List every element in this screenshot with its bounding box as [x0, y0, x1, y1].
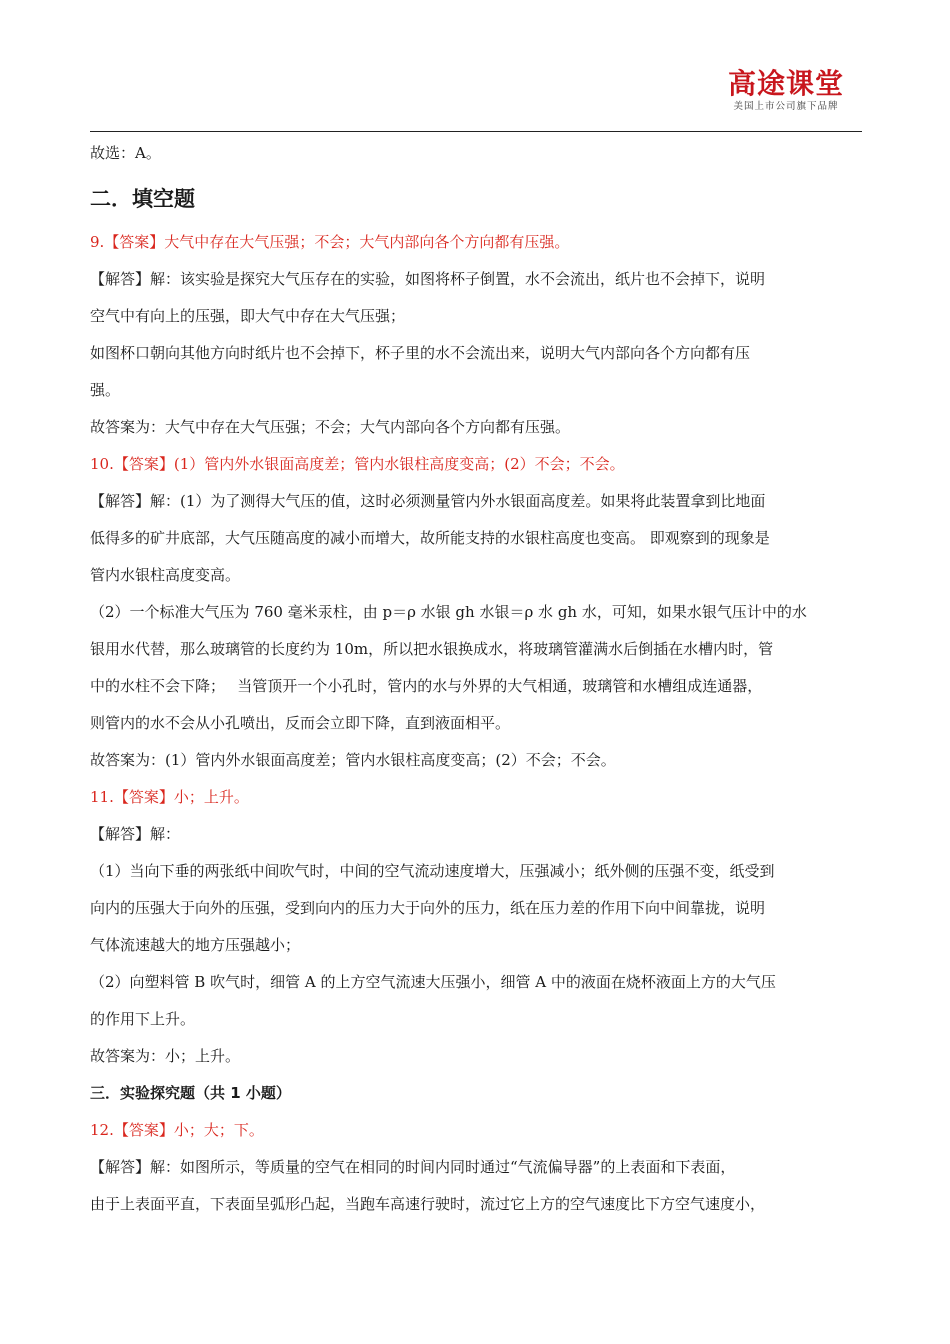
section-heading: 二．填空题: [90, 187, 195, 211]
text-line: 故答案为：大气中存在大气压强；不会；大气内部向各个方向都有压强。: [90, 418, 571, 436]
text-line: 的作用下上升。: [90, 1010, 196, 1028]
text-line: 中的水柱不会下降； 当管顶开一个小孔时，管内的水与外界的大气相通，玻璃管和水槽组成连通器，: [90, 677, 763, 695]
text-line: 【解答】解：如图所示，等质量的空气在相同的时间内同时通过“气流偏导器”的上表面和下表面，: [90, 1158, 736, 1176]
text-line: 故选：A。: [90, 144, 161, 162]
text-line: 故答案为：小；上升。: [90, 1047, 241, 1065]
text-line: 由于上表面平直，下表面呈弧形凸起，当跑车高速行驶时，流过它上方的空气速度比下方空气速度小，: [90, 1195, 766, 1213]
document-body: [90, 135, 862, 1223]
answer-line: 11.【答案】小；上升。: [90, 788, 249, 806]
answer-line: 12.【答案】小；大；下。: [90, 1121, 264, 1139]
text-line: （2）一个标准大气压为 760 毫米汞柱，由 p＝ρ 水银 gh 水银＝ρ 水 gh 水，可知，如果水银气压计中的水: [90, 603, 807, 621]
text-line: 低得多的矿井底部，大气压随高度的减小而增大，故所能支持的水银柱高度也变高。 即观察到的现象是: [90, 529, 770, 547]
header-divider: [90, 131, 862, 132]
text-line: 如图杯口朝向其他方向时纸片也不会掉下，杯子里的水不会流出来，说明大气内部向各个方向都有压: [90, 344, 751, 362]
answer-line: 9.【答案】大气中存在大气压强；不会；大气内部向各个方向都有压强。: [90, 233, 570, 251]
text-line: 管内水银柱高度变高。: [90, 566, 241, 584]
text-line: 强。: [90, 381, 121, 399]
text-line: 则管内的水不会从小孔喷出，反而会立即下降，直到液面相平。: [90, 714, 511, 732]
section-heading: 三．实验探究题（共 1 小题）: [90, 1084, 291, 1102]
logo-title: 高途课堂: [727, 67, 844, 100]
text-line: 向内的压强大于向外的压强，受到向内的压力大于向外的压力，纸在压力差的作用下向中间靠拢，说明: [90, 899, 766, 917]
text-line: 【解答】解：: [90, 825, 181, 843]
text-line: 【解答】解：(1）为了测得大气压的值，这时必须测量管内外水银面高度差。如果将此装置拿到比地面: [90, 492, 766, 510]
logo-subtitle: 美国上市公司旗下品牌: [733, 101, 839, 112]
text-line: 气体流速越大的地方压强越小；: [90, 936, 301, 954]
text-line: 故答案为：(1）管内外水银面高度差；管内水银柱高度变高；(2）不会；不会。: [90, 751, 616, 769]
text-line: 空气中有向上的压强，即大气中存在大气压强；: [90, 307, 406, 325]
page-header: [90, 60, 862, 132]
text-line: （2）向塑料管 B 吹气时，细管 A 的上方空气流速大压强小，细管 A 中的液面在烧杯液面上方的大气压: [90, 973, 776, 991]
text-line: （1）当向下垂的两张纸中间吹气时，中间的空气流动速度增大，压强减小；纸外侧的压强不变，纸受到: [90, 862, 775, 880]
answer-line: 10.【答案】(1）管内外水银面高度差；管内水银柱高度变高；(2）不会；不会。: [90, 455, 625, 473]
text-line: 银用水代替，那么玻璃管的长度约为 10m，所以把水银换成水，将玻璃管灌满水后倒插在水槽内时，管: [90, 640, 774, 658]
brand-logo: [728, 68, 844, 114]
text-line: 【解答】解：该实验是探究大气压存在的实验，如图将杯子倒置，水不会流出，纸片也不会掉下，说明: [90, 270, 766, 288]
